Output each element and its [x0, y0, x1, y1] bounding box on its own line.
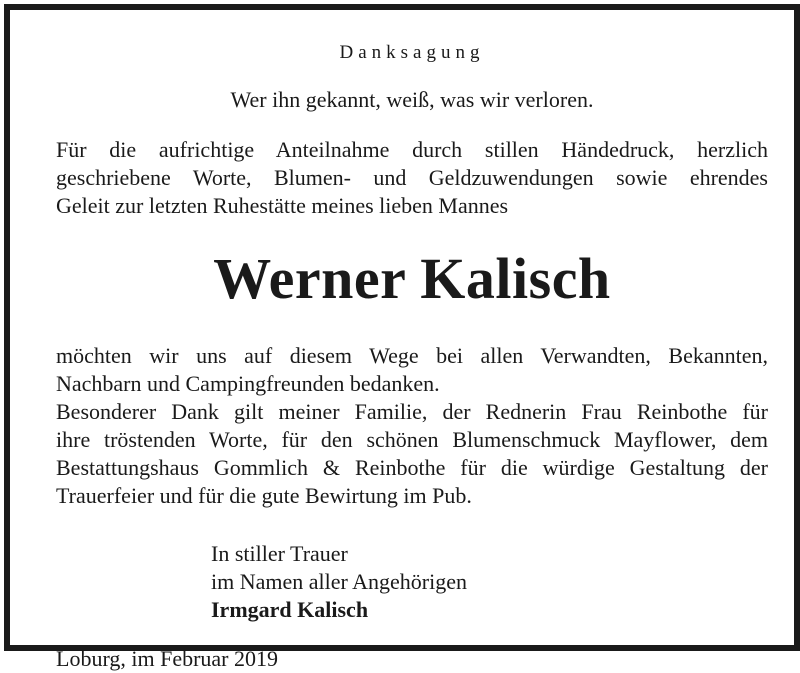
notice-heading: Danksagung — [339, 42, 485, 63]
intro-line: Geleit zur letzten Ruhestätte meines lieben Mannes — [56, 193, 509, 218]
notice-content — [56, 40, 768, 673]
thanks-line: möchten wir uns auf diesem Wege bei allen Verwandten, Bekannten, — [56, 343, 768, 368]
thanks-line: Nachbarn und Campingfreunden bedanken. — [56, 371, 440, 396]
motto: Wer ihn gekannt, weiß, was wir verloren. — [230, 87, 594, 112]
thanks-line: Bestattungshaus Gommlich & Reinbothe für die würdige Gestaltung der — [56, 455, 768, 480]
thanks-paragraph — [56, 342, 768, 510]
intro-line: geschriebene Worte, Blumen- und Geldzuwendungen sowie ehrendes — [56, 165, 768, 190]
signer-name: Irmgard Kalisch — [211, 597, 369, 622]
signature-block — [211, 540, 768, 624]
thanks-line: ihre tröstenden Worte, für den schönen Blumenschmuck Mayflower, dem — [56, 427, 768, 452]
signature-line: In stiller Trauer — [211, 541, 348, 566]
thanks-line: Trauerfeier und für die gute Bewirtung im Pub. — [56, 483, 472, 508]
thanks-line: Besonderer Dank gilt meiner Familie, der Rednerin Frau Reinbothe für — [56, 399, 768, 424]
signature-line: im Namen aller Angehörigen — [211, 569, 467, 594]
place-date: Loburg, im Februar 2019 — [56, 646, 279, 671]
deceased-name: Werner Kalisch — [213, 246, 611, 311]
intro-paragraph — [56, 136, 768, 220]
intro-line: Für die aufrichtige Anteilnahme durch stillen Händedruck, herzlich — [56, 137, 768, 162]
notice-frame — [4, 4, 800, 671]
